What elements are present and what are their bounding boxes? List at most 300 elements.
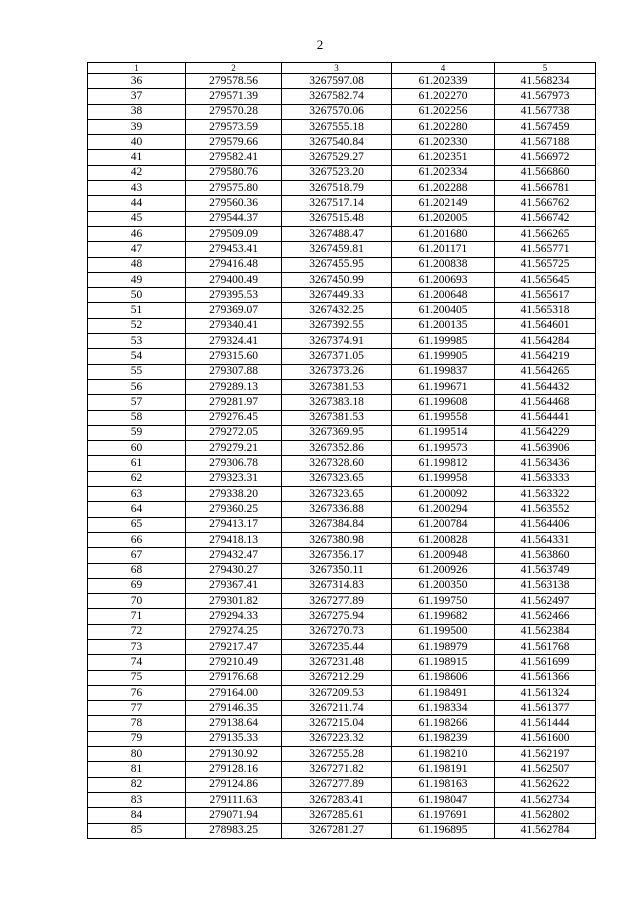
latitude-cell: 61.200693 <box>392 272 495 287</box>
x-coordinate-cell: 279289.13 <box>186 379 282 394</box>
y-coordinate-cell: 3267517.14 <box>282 196 392 211</box>
point-number-cell: 65 <box>88 517 186 532</box>
point-number-cell: 41 <box>88 150 186 165</box>
longitude-cell: 41.566972 <box>495 150 596 165</box>
longitude-cell: 41.563860 <box>495 548 596 563</box>
x-coordinate-cell: 279573.59 <box>186 119 282 134</box>
latitude-cell: 61.200948 <box>392 548 495 563</box>
table-row <box>88 318 596 333</box>
x-coordinate-cell: 279416.48 <box>186 257 282 272</box>
longitude-cell: 41.565725 <box>495 257 596 272</box>
x-coordinate-cell: 279315.60 <box>186 349 282 364</box>
point-number-cell: 80 <box>88 747 186 762</box>
latitude-cell: 61.198606 <box>392 670 495 685</box>
y-coordinate-cell: 3267281.27 <box>282 823 392 838</box>
y-coordinate-cell: 3267432.25 <box>282 303 392 318</box>
longitude-cell: 41.563322 <box>495 487 596 502</box>
y-coordinate-cell: 3267555.18 <box>282 119 392 134</box>
table-row <box>88 792 596 807</box>
point-number-cell: 72 <box>88 624 186 639</box>
longitude-cell: 41.561600 <box>495 731 596 746</box>
x-coordinate-cell: 279360.25 <box>186 502 282 517</box>
point-number-cell: 54 <box>88 349 186 364</box>
point-number-cell: 47 <box>88 242 186 257</box>
table-header <box>88 63 596 74</box>
point-number-cell: 84 <box>88 808 186 823</box>
longitude-cell: 41.562734 <box>495 792 596 807</box>
latitude-cell: 61.202330 <box>392 135 495 150</box>
latitude-cell: 61.201680 <box>392 226 495 241</box>
longitude-cell: 41.565645 <box>495 272 596 287</box>
point-number-cell: 42 <box>88 165 186 180</box>
x-coordinate-cell: 278983.25 <box>186 823 282 838</box>
longitude-cell: 41.562466 <box>495 609 596 624</box>
point-number-cell: 77 <box>88 701 186 716</box>
table-row <box>88 487 596 502</box>
longitude-cell: 41.566742 <box>495 211 596 226</box>
point-number-cell: 57 <box>88 395 186 410</box>
y-coordinate-cell: 3267277.89 <box>282 777 392 792</box>
longitude-cell: 41.561768 <box>495 639 596 654</box>
longitude-cell: 41.564265 <box>495 364 596 379</box>
x-coordinate-cell: 279340.41 <box>186 318 282 333</box>
point-number-cell: 50 <box>88 288 186 303</box>
point-number-cell: 73 <box>88 639 186 654</box>
point-number-cell: 75 <box>88 670 186 685</box>
longitude-cell: 41.566762 <box>495 196 596 211</box>
latitude-cell: 61.199671 <box>392 379 495 394</box>
point-number-cell: 85 <box>88 823 186 838</box>
x-coordinate-cell: 279128.16 <box>186 762 282 777</box>
point-number-cell: 39 <box>88 119 186 134</box>
latitude-cell: 61.201171 <box>392 242 495 257</box>
longitude-cell: 41.567459 <box>495 119 596 134</box>
latitude-cell: 61.199500 <box>392 624 495 639</box>
latitude-cell: 61.198915 <box>392 655 495 670</box>
latitude-cell: 61.202334 <box>392 165 495 180</box>
point-number-cell: 76 <box>88 685 186 700</box>
latitude-cell: 61.202149 <box>392 196 495 211</box>
y-coordinate-cell: 3267212.29 <box>282 670 392 685</box>
point-number-cell: 82 <box>88 777 186 792</box>
longitude-cell: 41.566265 <box>495 226 596 241</box>
x-coordinate-cell: 279071.94 <box>186 808 282 823</box>
column-header-4: 4 <box>392 63 495 74</box>
coordinates-table <box>87 62 596 839</box>
longitude-cell: 41.562197 <box>495 747 596 762</box>
longitude-cell: 41.561699 <box>495 655 596 670</box>
table-row <box>88 808 596 823</box>
y-coordinate-cell: 3267381.53 <box>282 410 392 425</box>
longitude-cell: 41.564219 <box>495 349 596 364</box>
x-coordinate-cell: 279135.33 <box>186 731 282 746</box>
y-coordinate-cell: 3267523.20 <box>282 165 392 180</box>
latitude-cell: 61.199958 <box>392 471 495 486</box>
x-coordinate-cell: 279418.13 <box>186 532 282 547</box>
table-row <box>88 349 596 364</box>
latitude-cell: 61.202288 <box>392 181 495 196</box>
y-coordinate-cell: 3267380.98 <box>282 532 392 547</box>
x-coordinate-cell: 279276.45 <box>186 410 282 425</box>
x-coordinate-cell: 279279.21 <box>186 441 282 456</box>
latitude-cell: 61.197691 <box>392 808 495 823</box>
y-coordinate-cell: 3267570.06 <box>282 104 392 119</box>
y-coordinate-cell: 3267350.11 <box>282 563 392 578</box>
latitude-cell: 61.198239 <box>392 731 495 746</box>
point-number-cell: 43 <box>88 181 186 196</box>
table-row <box>88 272 596 287</box>
y-coordinate-cell: 3267392.55 <box>282 318 392 333</box>
table-row <box>88 104 596 119</box>
x-coordinate-cell: 279367.41 <box>186 578 282 593</box>
table-row <box>88 334 596 349</box>
longitude-cell: 41.563552 <box>495 502 596 517</box>
table-row <box>88 639 596 654</box>
x-coordinate-cell: 279281.97 <box>186 395 282 410</box>
point-number-cell: 69 <box>88 578 186 593</box>
latitude-cell: 61.200926 <box>392 563 495 578</box>
latitude-cell: 61.200828 <box>392 532 495 547</box>
x-coordinate-cell: 279369.07 <box>186 303 282 318</box>
x-coordinate-cell: 279130.92 <box>186 747 282 762</box>
longitude-cell: 41.564406 <box>495 517 596 532</box>
x-coordinate-cell: 279138.64 <box>186 716 282 731</box>
table-row <box>88 624 596 639</box>
table-row <box>88 303 596 318</box>
point-number-cell: 70 <box>88 594 186 609</box>
longitude-cell: 41.565617 <box>495 288 596 303</box>
y-coordinate-cell: 3267277.89 <box>282 594 392 609</box>
point-number-cell: 49 <box>88 272 186 287</box>
table-row <box>88 594 596 609</box>
point-number-cell: 36 <box>88 74 186 89</box>
latitude-cell: 61.200350 <box>392 578 495 593</box>
point-number-cell: 60 <box>88 441 186 456</box>
point-number-cell: 63 <box>88 487 186 502</box>
y-coordinate-cell: 3267518.79 <box>282 181 392 196</box>
x-coordinate-cell: 279570.28 <box>186 104 282 119</box>
latitude-cell: 61.200648 <box>392 288 495 303</box>
x-coordinate-cell: 279307.88 <box>186 364 282 379</box>
y-coordinate-cell: 3267323.65 <box>282 487 392 502</box>
longitude-cell: 41.562507 <box>495 762 596 777</box>
y-coordinate-cell: 3267449.33 <box>282 288 392 303</box>
x-coordinate-cell: 279579.66 <box>186 135 282 150</box>
point-number-cell: 40 <box>88 135 186 150</box>
longitude-cell: 41.567738 <box>495 104 596 119</box>
table-row <box>88 74 596 89</box>
point-number-cell: 55 <box>88 364 186 379</box>
latitude-cell: 61.198266 <box>392 716 495 731</box>
latitude-cell: 61.199750 <box>392 594 495 609</box>
y-coordinate-cell: 3267381.53 <box>282 379 392 394</box>
y-coordinate-cell: 3267275.94 <box>282 609 392 624</box>
table-row <box>88 502 596 517</box>
latitude-cell: 61.198047 <box>392 792 495 807</box>
table-row <box>88 425 596 440</box>
x-coordinate-cell: 279582.41 <box>186 150 282 165</box>
longitude-cell: 41.563906 <box>495 441 596 456</box>
x-coordinate-cell: 279111.63 <box>186 792 282 807</box>
point-number-cell: 59 <box>88 425 186 440</box>
y-coordinate-cell: 3267223.32 <box>282 731 392 746</box>
table-row <box>88 609 596 624</box>
y-coordinate-cell: 3267328.60 <box>282 456 392 471</box>
longitude-cell: 41.564441 <box>495 410 596 425</box>
table-row <box>88 823 596 838</box>
longitude-cell: 41.567188 <box>495 135 596 150</box>
y-coordinate-cell: 3267384.84 <box>282 517 392 532</box>
x-coordinate-cell: 279272.05 <box>186 425 282 440</box>
y-coordinate-cell: 3267209.53 <box>282 685 392 700</box>
point-number-cell: 53 <box>88 334 186 349</box>
table-row <box>88 548 596 563</box>
longitude-cell: 41.565771 <box>495 242 596 257</box>
x-coordinate-cell: 279571.39 <box>186 89 282 104</box>
y-coordinate-cell: 3267371.05 <box>282 349 392 364</box>
y-coordinate-cell: 3267314.83 <box>282 578 392 593</box>
y-coordinate-cell: 3267323.65 <box>282 471 392 486</box>
table-row <box>88 716 596 731</box>
point-number-cell: 62 <box>88 471 186 486</box>
table-row <box>88 165 596 180</box>
table-row <box>88 670 596 685</box>
y-coordinate-cell: 3267515.48 <box>282 211 392 226</box>
point-number-cell: 79 <box>88 731 186 746</box>
y-coordinate-cell: 3267255.28 <box>282 747 392 762</box>
longitude-cell: 41.563138 <box>495 578 596 593</box>
y-coordinate-cell: 3267356.17 <box>282 548 392 563</box>
x-coordinate-cell: 279400.49 <box>186 272 282 287</box>
longitude-cell: 41.563436 <box>495 456 596 471</box>
latitude-cell: 61.200784 <box>392 517 495 532</box>
latitude-cell: 61.199837 <box>392 364 495 379</box>
longitude-cell: 41.561444 <box>495 716 596 731</box>
y-coordinate-cell: 3267270.73 <box>282 624 392 639</box>
table-row <box>88 471 596 486</box>
longitude-cell: 41.562622 <box>495 777 596 792</box>
point-number-cell: 52 <box>88 318 186 333</box>
x-coordinate-cell: 279413.17 <box>186 517 282 532</box>
table-row <box>88 196 596 211</box>
longitude-cell: 41.564468 <box>495 395 596 410</box>
table-body <box>88 74 596 839</box>
y-coordinate-cell: 3267383.18 <box>282 395 392 410</box>
table-row <box>88 410 596 425</box>
x-coordinate-cell: 279210.49 <box>186 655 282 670</box>
y-coordinate-cell: 3267352.86 <box>282 441 392 456</box>
table-row <box>88 150 596 165</box>
point-number-cell: 78 <box>88 716 186 731</box>
latitude-cell: 61.196895 <box>392 823 495 838</box>
table-row <box>88 701 596 716</box>
table-row <box>88 89 596 104</box>
x-coordinate-cell: 279544.37 <box>186 211 282 226</box>
table-row <box>88 364 596 379</box>
table-row <box>88 777 596 792</box>
latitude-cell: 61.199514 <box>392 425 495 440</box>
x-coordinate-cell: 279124.86 <box>186 777 282 792</box>
longitude-cell: 41.561366 <box>495 670 596 685</box>
x-coordinate-cell: 279453.41 <box>186 242 282 257</box>
point-number-cell: 64 <box>88 502 186 517</box>
y-coordinate-cell: 3267336.88 <box>282 502 392 517</box>
latitude-cell: 61.198191 <box>392 762 495 777</box>
column-header-1: 1 <box>88 63 186 74</box>
longitude-cell: 41.564432 <box>495 379 596 394</box>
longitude-cell: 41.561324 <box>495 685 596 700</box>
table-row <box>88 762 596 777</box>
x-coordinate-cell: 279580.76 <box>186 165 282 180</box>
y-coordinate-cell: 3267529.27 <box>282 150 392 165</box>
y-coordinate-cell: 3267231.48 <box>282 655 392 670</box>
y-coordinate-cell: 3267582.74 <box>282 89 392 104</box>
point-number-cell: 58 <box>88 410 186 425</box>
table-row <box>88 731 596 746</box>
y-coordinate-cell: 3267597.08 <box>282 74 392 89</box>
point-number-cell: 56 <box>88 379 186 394</box>
y-coordinate-cell: 3267374.91 <box>282 334 392 349</box>
point-number-cell: 44 <box>88 196 186 211</box>
latitude-cell: 61.199812 <box>392 456 495 471</box>
longitude-cell: 41.567973 <box>495 89 596 104</box>
y-coordinate-cell: 3267455.95 <box>282 257 392 272</box>
x-coordinate-cell: 279560.36 <box>186 196 282 211</box>
y-coordinate-cell: 3267488.47 <box>282 226 392 241</box>
y-coordinate-cell: 3267450.99 <box>282 272 392 287</box>
y-coordinate-cell: 3267271.82 <box>282 762 392 777</box>
latitude-cell: 61.200405 <box>392 303 495 318</box>
table-row <box>88 181 596 196</box>
latitude-cell: 61.198491 <box>392 685 495 700</box>
latitude-cell: 61.199985 <box>392 334 495 349</box>
table-row <box>88 135 596 150</box>
longitude-cell: 41.563333 <box>495 471 596 486</box>
latitude-cell: 61.199905 <box>392 349 495 364</box>
x-coordinate-cell: 279274.25 <box>186 624 282 639</box>
table-row <box>88 379 596 394</box>
table-row <box>88 288 596 303</box>
table-row <box>88 441 596 456</box>
table-row <box>88 747 596 762</box>
y-coordinate-cell: 3267373.26 <box>282 364 392 379</box>
latitude-cell: 61.198979 <box>392 639 495 654</box>
latitude-cell: 61.202270 <box>392 89 495 104</box>
y-coordinate-cell: 3267285.61 <box>282 808 392 823</box>
point-number-cell: 66 <box>88 532 186 547</box>
longitude-cell: 41.566860 <box>495 165 596 180</box>
latitude-cell: 61.198163 <box>392 777 495 792</box>
longitude-cell: 41.566781 <box>495 181 596 196</box>
table-row <box>88 226 596 241</box>
x-coordinate-cell: 279338.20 <box>186 487 282 502</box>
table-row <box>88 532 596 547</box>
longitude-cell: 41.562802 <box>495 808 596 823</box>
header-row <box>88 63 596 74</box>
latitude-cell: 61.200838 <box>392 257 495 272</box>
latitude-cell: 61.198334 <box>392 701 495 716</box>
latitude-cell: 61.202005 <box>392 211 495 226</box>
point-number-cell: 38 <box>88 104 186 119</box>
column-header-5: 5 <box>495 63 596 74</box>
longitude-cell: 41.563749 <box>495 563 596 578</box>
longitude-cell: 41.564331 <box>495 532 596 547</box>
point-number-cell: 74 <box>88 655 186 670</box>
x-coordinate-cell: 279395.53 <box>186 288 282 303</box>
longitude-cell: 41.562784 <box>495 823 596 838</box>
y-coordinate-cell: 3267235.44 <box>282 639 392 654</box>
longitude-cell: 41.564284 <box>495 334 596 349</box>
latitude-cell: 61.199682 <box>392 609 495 624</box>
longitude-cell: 41.562384 <box>495 624 596 639</box>
table-row <box>88 578 596 593</box>
x-coordinate-cell: 279430.27 <box>186 563 282 578</box>
y-coordinate-cell: 3267540.84 <box>282 135 392 150</box>
y-coordinate-cell: 3267211.74 <box>282 701 392 716</box>
longitude-cell: 41.564601 <box>495 318 596 333</box>
y-coordinate-cell: 3267459.81 <box>282 242 392 257</box>
point-number-cell: 45 <box>88 211 186 226</box>
latitude-cell: 61.202256 <box>392 104 495 119</box>
latitude-cell: 61.202351 <box>392 150 495 165</box>
point-number-cell: 68 <box>88 563 186 578</box>
x-coordinate-cell: 279164.00 <box>186 685 282 700</box>
x-coordinate-cell: 279509.09 <box>186 226 282 241</box>
y-coordinate-cell: 3267215.04 <box>282 716 392 731</box>
y-coordinate-cell: 3267283.41 <box>282 792 392 807</box>
table-row <box>88 119 596 134</box>
x-coordinate-cell: 279324.41 <box>186 334 282 349</box>
point-number-cell: 81 <box>88 762 186 777</box>
table-row <box>88 655 596 670</box>
table-row <box>88 563 596 578</box>
column-header-2: 2 <box>186 63 282 74</box>
x-coordinate-cell: 279146.35 <box>186 701 282 716</box>
point-number-cell: 71 <box>88 609 186 624</box>
point-number-cell: 51 <box>88 303 186 318</box>
longitude-cell: 41.561377 <box>495 701 596 716</box>
table-row <box>88 517 596 532</box>
latitude-cell: 61.202280 <box>392 119 495 134</box>
table-row <box>88 242 596 257</box>
x-coordinate-cell: 279301.82 <box>186 594 282 609</box>
longitude-cell: 41.564229 <box>495 425 596 440</box>
x-coordinate-cell: 279176.68 <box>186 670 282 685</box>
latitude-cell: 61.199558 <box>392 410 495 425</box>
x-coordinate-cell: 279323.31 <box>186 471 282 486</box>
x-coordinate-cell: 279575.80 <box>186 181 282 196</box>
y-coordinate-cell: 3267369.95 <box>282 425 392 440</box>
longitude-cell: 41.562497 <box>495 594 596 609</box>
latitude-cell: 61.202339 <box>392 74 495 89</box>
point-number-cell: 61 <box>88 456 186 471</box>
page-number: 2 <box>316 37 324 52</box>
table-row <box>88 211 596 226</box>
longitude-cell: 41.568234 <box>495 74 596 89</box>
latitude-cell: 61.199573 <box>392 441 495 456</box>
table-row <box>88 257 596 272</box>
x-coordinate-cell: 279578.56 <box>186 74 282 89</box>
x-coordinate-cell: 279432.47 <box>186 548 282 563</box>
point-number-cell: 37 <box>88 89 186 104</box>
x-coordinate-cell: 279294.33 <box>186 609 282 624</box>
table-row <box>88 456 596 471</box>
latitude-cell: 61.199608 <box>392 395 495 410</box>
point-number-cell: 46 <box>88 226 186 241</box>
table-row <box>88 395 596 410</box>
latitude-cell: 61.200092 <box>392 487 495 502</box>
x-coordinate-cell: 279217.47 <box>186 639 282 654</box>
